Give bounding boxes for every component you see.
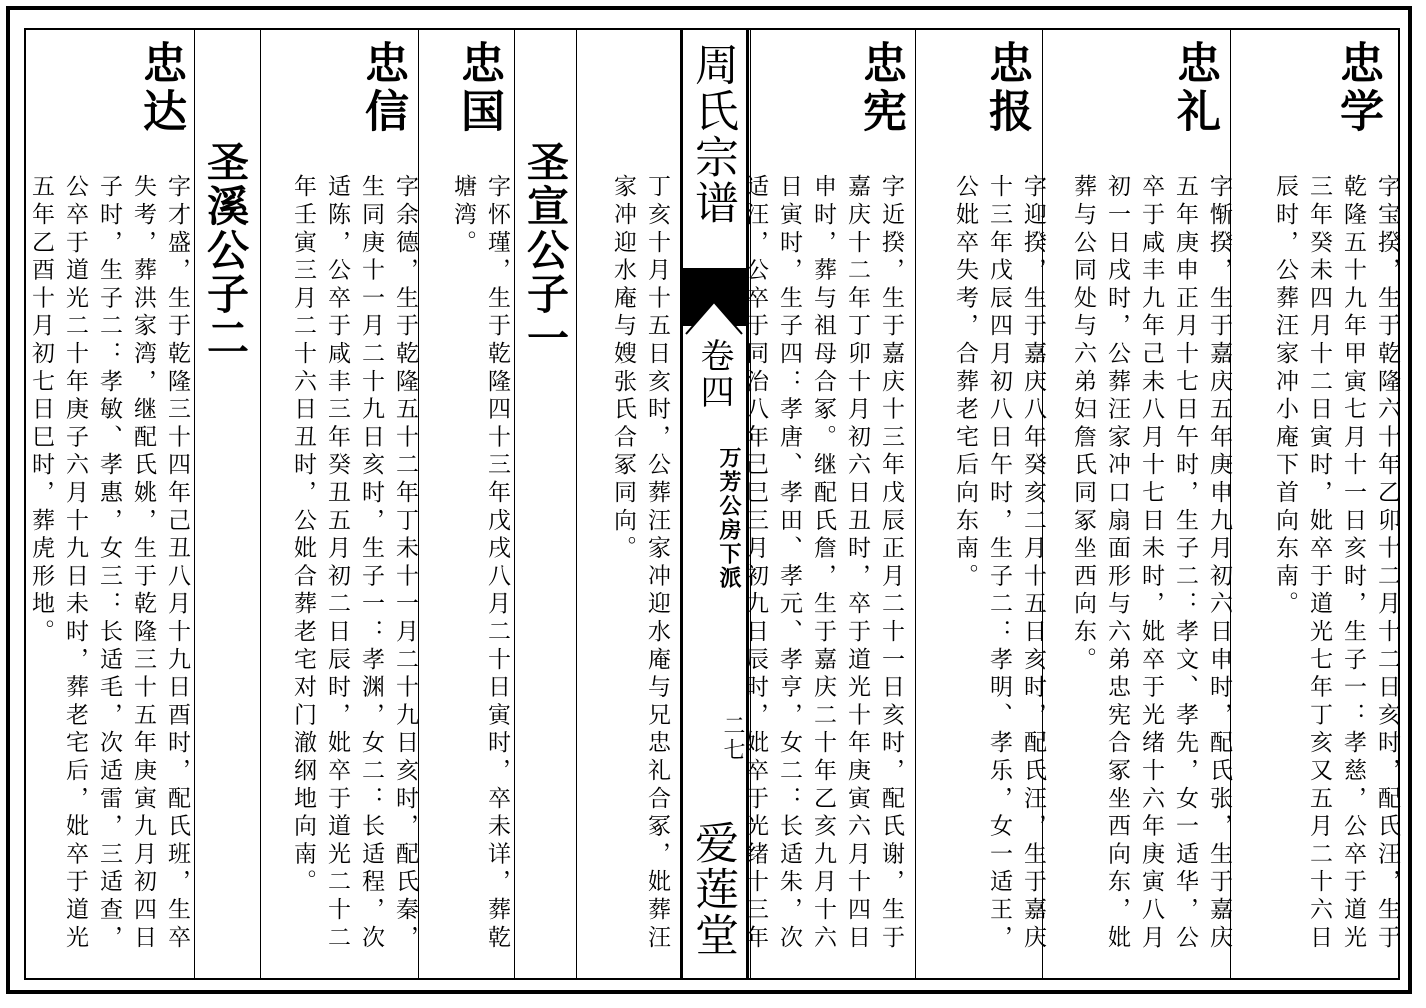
entry-text-zhongbao: 字迎揆，生于嘉庆八年癸亥二月十五日亥时，配氏汪，生于嘉庆十三年戊辰四月初八日午时，生子二：孝明、孝乐，女一适王，公妣卒失考，合葬老宅后向东南。 xyxy=(952,174,1046,953)
section-heading-shengxi: 圣溪公子二 xyxy=(201,140,250,360)
volume-label: 卷四 xyxy=(694,338,734,410)
entry-text-zhongli: 字惭揆，生于嘉庆五年庚申九月初六日申时，配氏张，生于嘉庆五年庚申正月十七日午时，生子二：孝文、孝先，女一适华，公卒于咸丰九年己未八月十七日未时，妣卒于光绪十六年庚寅八月初一日戌时，公葬汪家冲口扇面形与六弟忠宪合冢坐西向东，妣葬与公同处与六弟妇詹氏同冢坐西向东。 xyxy=(1070,174,1232,953)
hall-name: 爱莲堂 xyxy=(687,820,738,958)
entry-name-zhongli: 忠礼 xyxy=(1169,40,1220,136)
column-divider xyxy=(915,30,916,978)
book-title: 周氏宗谱 xyxy=(687,42,738,226)
entry-name-zhongguo: 忠国 xyxy=(453,40,504,136)
entry-text-zhongxue: 字宝揆，生于乾隆六十年乙卯十二月十二日亥时，配氏汪，生于乾隆五十九年甲寅七月十一日亥时，生子一：孝慈，公卒于道光三年癸未四月十二日寅时，妣卒于道光七年丁亥又五月二十六日辰时，公葬汪家冲小庵下首向东南。 xyxy=(1272,174,1400,953)
branch-label: 万芳公房下派 xyxy=(716,446,742,590)
column-divider xyxy=(260,30,261,978)
center-divider-left xyxy=(680,30,683,978)
entry-text-zhongxin: 字余德，生于乾隆五十二年丁未十一月二十九日亥时，配氏秦，生同庚十一月二十九日亥时，生子一：孝渊，女二：长适程，次适陈，公卒于咸丰三年癸丑五月初二日辰时，妣卒于道光二十二年壬寅三月二十六日丑时，公妣合葬老宅对门澈纲地向南。 xyxy=(290,174,418,953)
spine-fishtail xyxy=(684,296,744,336)
entry-name-zhongbao: 忠报 xyxy=(981,40,1032,136)
entry-text-zhongguo: 字怀瑾，生于乾隆四十三年戊戌八月二十日寅时，卒未详，葬乾塘湾。 xyxy=(450,174,510,953)
entry-name-zhongxue: 忠学 xyxy=(1332,40,1383,136)
section-heading-shengxuan: 圣宣公子一 xyxy=(521,140,570,360)
entry-name-zhongda: 忠达 xyxy=(135,40,186,136)
column-divider xyxy=(514,30,515,978)
column-divider xyxy=(576,30,577,978)
entry-text-zhongda: 字才盛，生于乾隆三十四年己丑八月十九日酉时，配氏班，生卒失考，葬洪家湾，继配氏姚，生于乾隆三十五年庚寅九月初四日子时，生子二：孝敏、孝惠，女三：长适毛，次适雷，三适查，公卒于道光二十年庚子六月十九日未时，葬老宅后，妣卒于道光五年乙酉十月初七日巳时，葬虎形地。 xyxy=(28,174,190,953)
entry-name-zhongxian: 忠宪 xyxy=(855,40,906,136)
entry-text-zhongxian: 字近揆，生于嘉庆十三年戊辰正月二十一日亥时，配氏谢，生于嘉庆十二年丁卯十月初六日丑时，卒于道光十年庚寅六月十四日申时，葬与祖母合冢。继配氏詹，生于嘉庆二十年乙亥九月十六日寅时，生子四：孝唐、孝田、孝元、孝亨，女二：长适朱，次适汪，公卒于同治八年己巳三月初九日辰时，妣卒于光绪十三年 xyxy=(742,174,904,953)
page-number: 二七 xyxy=(720,714,745,762)
entry-name-zhongxin: 忠信 xyxy=(357,40,408,136)
column-divider xyxy=(194,30,195,978)
continuation-text: 丁亥十月十五日亥时，公葬汪家冲迎水庵与兄忠礼合冢，妣葬汪家冲迎水庵与嫂张氏合冢同向。 xyxy=(610,174,670,953)
